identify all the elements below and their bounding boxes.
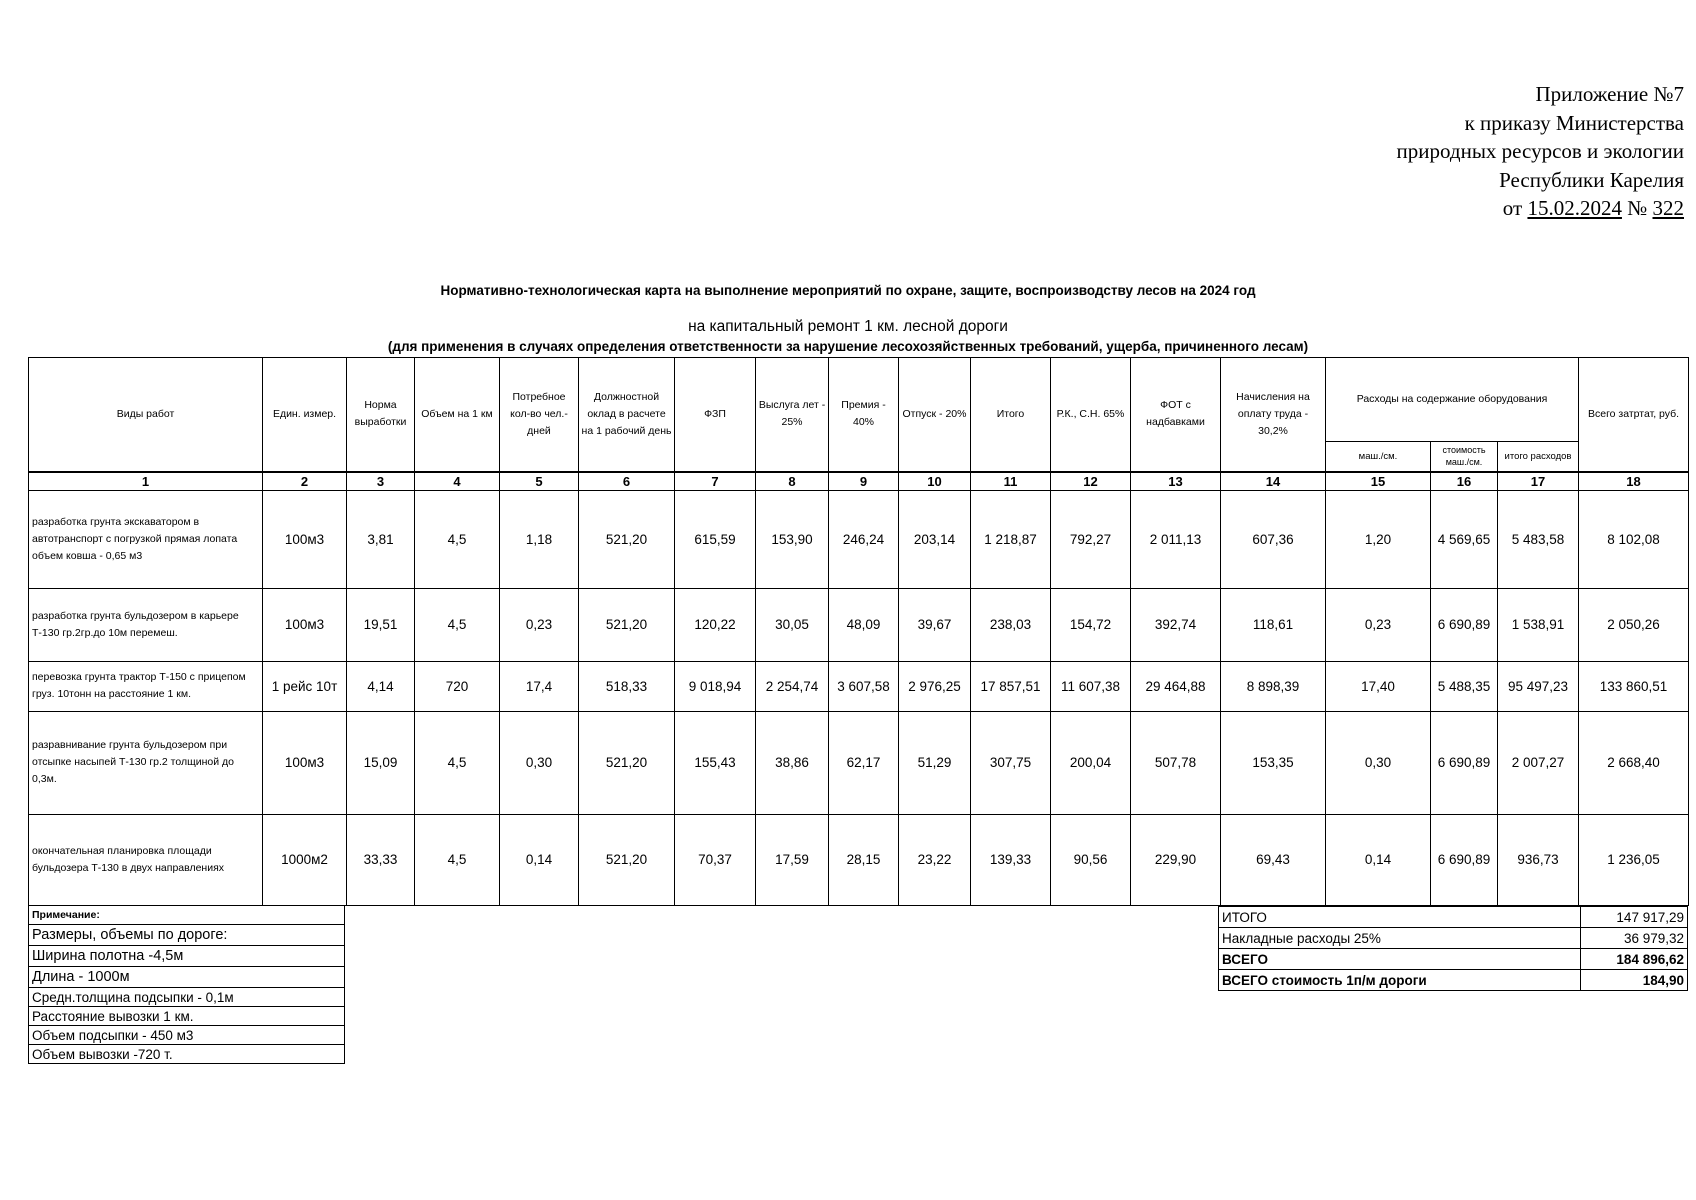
cell-unit: 100м3 [263,588,347,661]
vsego-value: 184 896,62 [1581,949,1688,970]
document-subtitle: на капитальный ремонт 1 км. лесной дороги [688,318,1008,335]
column-number: 11 [971,472,1051,491]
cell-rk: 792,27 [1051,490,1131,588]
cell-grand-total: 133 860,51 [1579,661,1689,711]
cell-cost-per-shift: 4 569,65 [1431,490,1498,588]
cell-volume: 720 [415,661,500,711]
header-unit: Един. измер. [263,358,347,472]
cell-seniority: 2 254,74 [756,661,829,711]
cell-seniority: 38,86 [756,711,829,814]
cell-machine-shifts: 0,30 [1326,711,1431,814]
cell-equipment-total: 1 538,91 [1498,588,1579,661]
column-number: 4 [415,472,500,491]
cell-unit: 100м3 [263,711,347,814]
cell-volume: 4,5 [415,814,500,905]
note-item: Ширина полотна -4,5м [29,946,345,967]
cell-persondays: 0,23 [500,588,579,661]
cell-persondays: 0,30 [500,711,579,814]
cell-cost-per-shift: 6 690,89 [1431,588,1498,661]
itogo-value: 147 917,29 [1581,907,1688,928]
cell-equipment-total: 5 483,58 [1498,490,1579,588]
header-seniority: Выслуга лет - 25% [756,358,829,472]
cell-volume: 4,5 [415,711,500,814]
header-work: Виды работ [29,358,263,472]
column-numbers-row [29,472,1689,491]
header-fot: ФОТ с надбавками [1131,358,1221,472]
cell-norm: 19,51 [347,588,415,661]
cell-charges: 69,43 [1221,814,1326,905]
cell-fot: 229,90 [1131,814,1221,905]
cell-fot: 29 464,88 [1131,661,1221,711]
cell-equipment-total: 95 497,23 [1498,661,1579,711]
cell-rk: 200,04 [1051,711,1131,814]
cell-equipment-total: 2 007,27 [1498,711,1579,814]
overhead-label: Накладные расходы 25% [1219,928,1581,949]
notes-heading: Примечание: [29,906,345,925]
cell-salary: 518,33 [579,661,675,711]
note-item: Средн.толщина подсыпки - 0,1м [29,988,345,1007]
header-charges: Начисления на оплату труда - 30,2% [1221,358,1326,472]
header-volume: Объем на 1 км [415,358,500,472]
header-total: Итого [971,358,1051,472]
totals-row [1219,907,1688,928]
per-meter-value: 184,90 [1581,970,1688,991]
cell-fzp: 120,22 [675,588,756,661]
cell-persondays: 1,18 [500,490,579,588]
column-number: 15 [1326,472,1431,491]
totals-row [1219,928,1688,949]
cell-total: 307,75 [971,711,1051,814]
column-number: 14 [1221,472,1326,491]
cell-rk: 11 607,38 [1051,661,1131,711]
table-row [29,814,1689,905]
cell-norm: 33,33 [347,814,415,905]
column-number: 18 [1579,472,1689,491]
cell-volume: 4,5 [415,490,500,588]
header-vacation: Отпуск - 20% [899,358,971,472]
cell-total: 238,03 [971,588,1051,661]
cell-cost-per-shift: 5 488,35 [1431,661,1498,711]
table-row [29,661,1689,711]
cost-table [28,357,1689,906]
cell-fzp: 615,59 [675,490,756,588]
cell-vacation: 51,29 [899,711,971,814]
cell-cost-per-shift: 6 690,89 [1431,711,1498,814]
column-number: 12 [1051,472,1131,491]
header-line-1: Приложение №7 [1535,82,1684,106]
cell-grand-total: 8 102,08 [1579,490,1689,588]
column-number: 13 [1131,472,1221,491]
cell-work: перевозка грунта трактор Т-150 с прицепом груз. 10тонн на расстояние 1 км. [29,661,263,711]
cell-salary: 521,20 [579,814,675,905]
cell-salary: 521,20 [579,490,675,588]
document-title: Нормативно-технологическая карта на выполнение мероприятий по охране, защите, воспроизводству лесов на 2024 год [440,283,1256,298]
header-persondays: Потребное кол-во чел.-дней [500,358,579,472]
column-number: 8 [756,472,829,491]
cell-volume: 4,5 [415,588,500,661]
itogo-label: ИТОГО [1219,907,1581,928]
column-number: 1 [29,472,263,491]
cell-bonus: 246,24 [829,490,899,588]
order-number: 322 [1652,196,1684,220]
cell-fzp: 70,37 [675,814,756,905]
cell-persondays: 0,14 [500,814,579,905]
document-header [1397,80,1684,223]
cell-work: разравнивание грунта бульдозером при отсыпке насыпей Т-130 гр.2 толщиной до 0,3м. [29,711,263,814]
table-row [29,490,1689,588]
column-number: 2 [263,472,347,491]
header-machine-shifts: маш./см. [1326,442,1431,472]
header-equipment: Расходы на содержание оборудования [1326,358,1579,442]
header-fzp: ФЗП [675,358,756,472]
cell-bonus: 48,09 [829,588,899,661]
cell-seniority: 153,90 [756,490,829,588]
cell-fot: 507,78 [1131,711,1221,814]
column-number: 7 [675,472,756,491]
table-row [29,588,1689,661]
note-item: Объем подсыпки - 450 м3 [29,1026,345,1045]
cell-salary: 521,20 [579,711,675,814]
notes-table [28,906,345,1064]
header-norm: Норма выработки [347,358,415,472]
cell-fot: 392,74 [1131,588,1221,661]
cell-machine-shifts: 0,23 [1326,588,1431,661]
cell-norm: 15,09 [347,711,415,814]
cell-rk: 154,72 [1051,588,1131,661]
cell-charges: 8 898,39 [1221,661,1326,711]
column-number: 3 [347,472,415,491]
cell-persondays: 17,4 [500,661,579,711]
number-sign: № [1627,196,1648,220]
column-number: 6 [579,472,675,491]
cell-unit: 100м3 [263,490,347,588]
cell-machine-shifts: 1,20 [1326,490,1431,588]
note-item: Расстояние вывозки 1 км. [29,1007,345,1026]
totals-row [1219,949,1688,970]
cell-total: 1 218,87 [971,490,1051,588]
header-date-line [1397,194,1684,223]
per-meter-label: ВСЕГО стоимость 1п/м дороги [1219,970,1581,991]
cell-bonus: 62,17 [829,711,899,814]
cell-total: 139,33 [971,814,1051,905]
cell-cost-per-shift: 6 690,89 [1431,814,1498,905]
note-item: Длина - 1000м [29,967,345,988]
cell-vacation: 2 976,25 [899,661,971,711]
overhead-value: 36 979,32 [1581,928,1688,949]
cell-charges: 118,61 [1221,588,1326,661]
cell-grand-total: 1 236,05 [1579,814,1689,905]
cell-work: окончательная планировка площади бульдозера Т-130 в двух направлениях [29,814,263,905]
note-item: Размеры, объемы по дороге: [29,925,345,946]
header-cost-per-shift: стоимость маш./см. [1431,442,1498,472]
header-line-3: природных ресурсов и экологии [1396,139,1684,163]
cell-unit: 1 рейс 10т [263,661,347,711]
cell-equipment-total: 936,73 [1498,814,1579,905]
cell-norm: 3,81 [347,490,415,588]
totals-table [1218,906,1688,991]
column-number: 9 [829,472,899,491]
cell-charges: 153,35 [1221,711,1326,814]
cell-fzp: 9 018,94 [675,661,756,711]
cell-work: разработка грунта бульдозером в карьере Т-130 гр.2гр.до 10м перемеш. [29,588,263,661]
cell-seniority: 17,59 [756,814,829,905]
cell-bonus: 3 607,58 [829,661,899,711]
date-prefix: от [1502,196,1523,220]
cell-vacation: 39,67 [899,588,971,661]
column-number: 16 [1431,472,1498,491]
cell-total: 17 857,51 [971,661,1051,711]
header-row [29,358,1689,442]
header-line-4: Республики Карелия [1499,167,1684,192]
cell-charges: 607,36 [1221,490,1326,588]
order-date: 15.02.2024 [1527,196,1622,220]
cell-grand-total: 2 050,26 [1579,588,1689,661]
column-number: 17 [1498,472,1579,491]
cell-norm: 4,14 [347,661,415,711]
table-row [29,711,1689,814]
cell-bonus: 28,15 [829,814,899,905]
cell-vacation: 23,22 [899,814,971,905]
cell-machine-shifts: 0,14 [1326,814,1431,905]
cell-grand-total: 2 668,40 [1579,711,1689,814]
header-bonus: Премия - 40% [829,358,899,472]
document-note: (для применения в случаях определения ответственности за нарушение лесохозяйственных требований, ущерба, причиненного лесам) [387,339,1309,354]
totals-row [1219,970,1688,991]
header-line-2: к приказу Министерства [1464,110,1684,135]
cell-fot: 2 011,13 [1131,490,1221,588]
header-rk: Р.К., С.Н. 65% [1051,358,1131,472]
cell-unit: 1000м2 [263,814,347,905]
cell-work: разработка грунта экскаватором в автотранспорт с погрузкой прямая лопата объем ковша - 0,65 м3 [29,490,263,588]
note-item: Объем вывозки -720 т. [29,1045,345,1064]
header-salary: Должностной оклад в расчете на 1 рабочий день [579,358,675,472]
cell-vacation: 203,14 [899,490,971,588]
cell-fzp: 155,43 [675,711,756,814]
cell-salary: 521,20 [579,588,675,661]
header-equipment-total: итого расходов [1498,442,1579,472]
column-number: 10 [899,472,971,491]
cell-rk: 90,56 [1051,814,1131,905]
cell-machine-shifts: 17,40 [1326,661,1431,711]
vsego-label: ВСЕГО [1219,949,1581,970]
header-grand-total: Всего затртат, руб. [1579,358,1689,472]
column-number: 5 [500,472,579,491]
cell-seniority: 30,05 [756,588,829,661]
